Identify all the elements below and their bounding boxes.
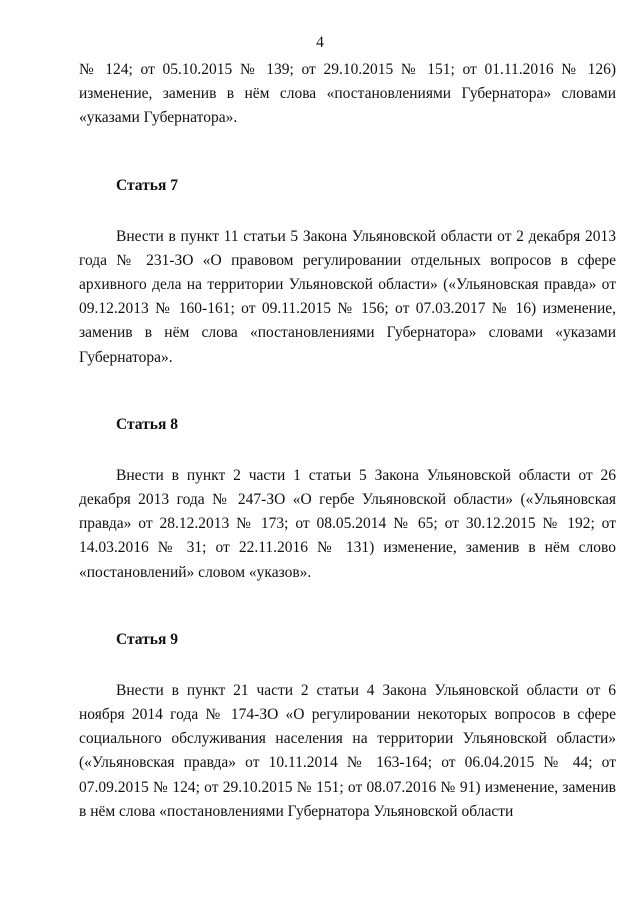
page-number: 4 xyxy=(316,34,324,51)
article-8-text: Внести в пункт 2 части 1 статьи 5 Закона Ульяновской области от 26 декабря 2013 года № 247-ЗО «О гербе Ульяновской области» («Ульяновская правда» от 28.12.2013 № 173; от 08.05.2014 № 65; от 30.12.2015 № 192; от 14.03.2016 № 31; от 22.11.2016 № 131) изменение, заменив в нём слово «постановлений» словом «указов». xyxy=(79,466,616,581)
article-9-text: Внести в пункт 21 части 2 статьи 4 Закона Ульяновской области от 6 ноября 2014 года № 174-ЗО «О регулировании некоторых вопросов в сфере социального обслуживания населения на территории Ульяновской области» («Ульяновская правда» от 10.11.2014 № 163-164; от 06.04.2015 № 44; от 07.09.2015 № 124; от 29.10.2015 № 151; от 08.07.2016 № 91) изменение, заменив в нём слова «постановлениями Губернатора Ульяновской области xyxy=(79,681,616,820)
article-8-heading: Статья 8 xyxy=(116,415,178,433)
article-7-heading: Статья 7 xyxy=(116,176,178,194)
article-7-text: Внести в пункт 11 статьи 5 Закона Ульяновской области от 2 декабря 2013 года № 231-ЗО «О правовом регулировании отдельных вопросов в сфере архивного дела на территории Ульяновской области» («Ульяновская правда» от 09.12.2013 № 160-161; от 09.11.2015 № 156; от 07.03.2017 № 16) изменение, заменив в нём слова «постановлениями Губернатора» словами «указами Губернатора». xyxy=(79,227,616,366)
document-body xyxy=(79,58,616,824)
article-9-heading: Статья 9 xyxy=(116,630,178,648)
intro-paragraph: № 124; от 05.10.2015 № 139; от 29.10.2015 № 151; от 01.11.2016 № 126) изменение, заменив в нём слова «постановлениями Губернатора» словами «указами Губернатора». xyxy=(79,61,616,127)
